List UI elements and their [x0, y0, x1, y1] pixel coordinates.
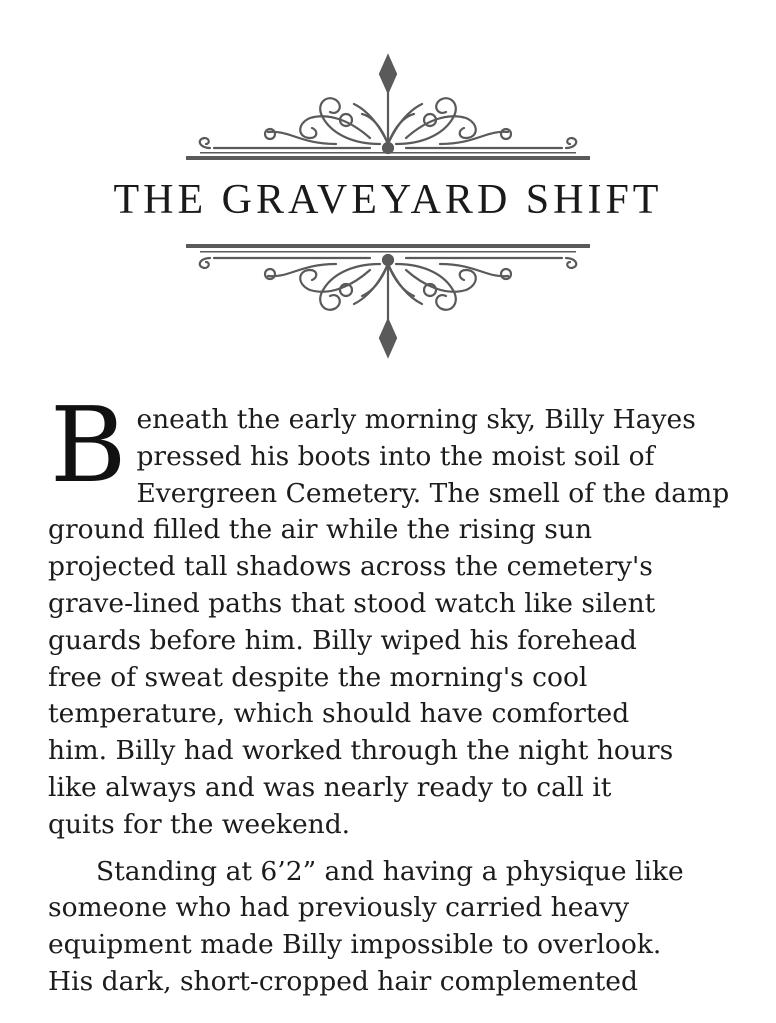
bottom-flourish-ornament: [0, 240, 776, 360]
text-line: pressed his boots into the moist soil of: [136, 440, 655, 472]
paragraph-2: [48, 854, 764, 1001]
text-line: equipment made Billy impossible to overlook.: [48, 929, 662, 961]
text-line: ground filled the air while the rising sun: [48, 514, 593, 546]
text-line: Standing at 6’2” and having a physique like: [96, 855, 684, 887]
drop-cap-letter: B: [50, 384, 127, 506]
text-line: grave-lined paths that stood watch like silent: [48, 587, 656, 619]
text-line: like always and was nearly ready to call it: [48, 771, 612, 803]
paragraph-1: [48, 384, 764, 844]
text-line: free of sweat despite the morning's cool: [48, 661, 588, 693]
text-line: guards before him. Billy wiped his forehead: [48, 624, 637, 656]
text-line: eneath the early morning sky, Billy Hayes: [136, 404, 696, 435]
text-line: someone who had previously carried heavy: [48, 892, 630, 924]
text-line: His dark, short-cropped hair complemented: [48, 965, 638, 997]
text-line: Evergreen Cemetery. The smell of the damp: [136, 477, 730, 509]
top-flourish-ornament: [0, 52, 776, 164]
chapter-title: THE GRAVEYARD SHIFT: [113, 177, 663, 223]
text-line: temperature, which should have comforted: [48, 698, 630, 730]
text-line: quits for the weekend.: [48, 808, 351, 840]
text-line: projected tall shadows across the cemetery's: [48, 551, 653, 583]
chapter-body: [48, 384, 764, 1001]
text-line: him. Billy had worked through the night hours: [48, 735, 674, 767]
